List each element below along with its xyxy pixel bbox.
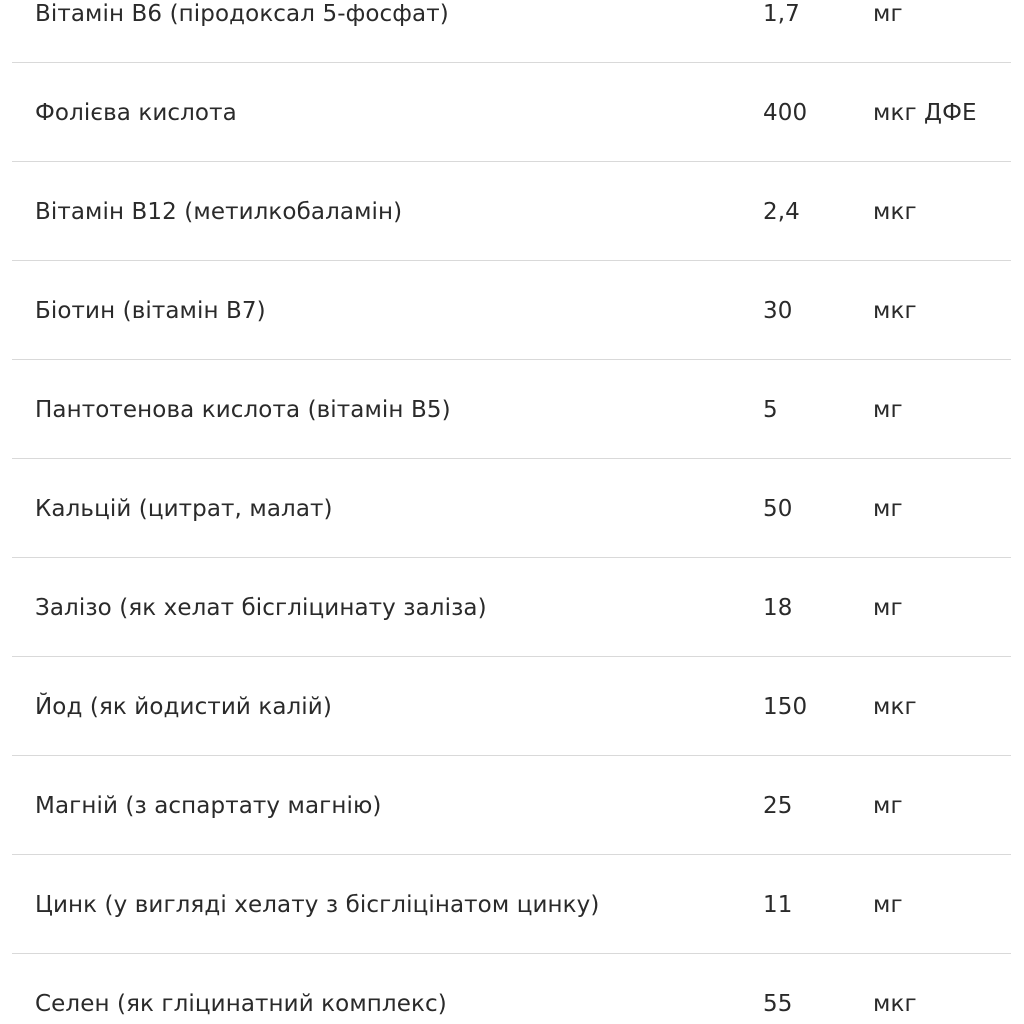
nutrient-amount: 50 bbox=[763, 495, 793, 522]
nutrient-amount: 25 bbox=[763, 792, 793, 819]
table-row bbox=[12, 558, 1011, 657]
table-row bbox=[12, 63, 1011, 162]
nutrient-name: Кальцій (цитрат, малат) bbox=[35, 495, 333, 522]
table-row bbox=[12, 756, 1011, 855]
table-row bbox=[12, 0, 1011, 63]
table-row bbox=[12, 162, 1011, 261]
nutrient-amount: 150 bbox=[763, 693, 808, 720]
nutrient-amount: 2,4 bbox=[763, 198, 800, 225]
nutrient-amount: 55 bbox=[763, 990, 793, 1017]
nutrient-unit: мг bbox=[873, 891, 903, 918]
nutrient-amount: 11 bbox=[763, 891, 793, 918]
nutrient-name: Фолієва кислота bbox=[35, 99, 237, 126]
nutrient-name: Цинк (у вигляді хелату з бісгліцінатом цинку) bbox=[35, 891, 600, 918]
nutrient-amount: 400 bbox=[763, 99, 808, 126]
nutrient-unit: мг bbox=[873, 0, 903, 27]
nutrient-name: Йод (як йодистий калій) bbox=[35, 693, 332, 720]
nutrient-amount: 5 bbox=[763, 396, 778, 423]
nutrient-unit: мкг bbox=[873, 990, 917, 1017]
nutrient-unit: мкг bbox=[873, 693, 917, 720]
nutrient-unit: мкг bbox=[873, 297, 917, 324]
table-row bbox=[12, 459, 1011, 558]
nutrient-name: Залізо (як хелат бісгліцинату заліза) bbox=[35, 594, 487, 621]
nutrient-unit: мкг bbox=[873, 198, 917, 225]
nutrient-name: Магній (з аспартату магнію) bbox=[35, 792, 382, 819]
nutrient-unit: мг bbox=[873, 495, 903, 522]
nutrient-unit: мкг ДФЕ bbox=[873, 99, 977, 126]
table-row bbox=[12, 954, 1011, 1024]
table-row bbox=[12, 657, 1011, 756]
table-row bbox=[12, 261, 1011, 360]
nutrient-name: Пантотенова кислота (вітамін B5) bbox=[35, 396, 451, 423]
table-row bbox=[12, 360, 1011, 459]
table-row bbox=[12, 855, 1011, 954]
nutrient-unit: мг bbox=[873, 594, 903, 621]
nutrient-amount: 18 bbox=[763, 594, 793, 621]
nutrient-name: Вітамін B12 (метилкобаламін) bbox=[35, 198, 403, 225]
nutrient-name: Вітамін B6 (піродоксал 5-фосфат) bbox=[35, 0, 449, 27]
nutrient-unit: мг bbox=[873, 396, 903, 423]
nutrient-name: Селен (як гліцинатний комплекс) bbox=[35, 990, 447, 1017]
nutrient-amount: 1,7 bbox=[763, 0, 800, 27]
nutrient-name: Біотин (вітамін B7) bbox=[35, 297, 266, 324]
nutrient-amount: 30 bbox=[763, 297, 793, 324]
nutrient-unit: мг bbox=[873, 792, 903, 819]
